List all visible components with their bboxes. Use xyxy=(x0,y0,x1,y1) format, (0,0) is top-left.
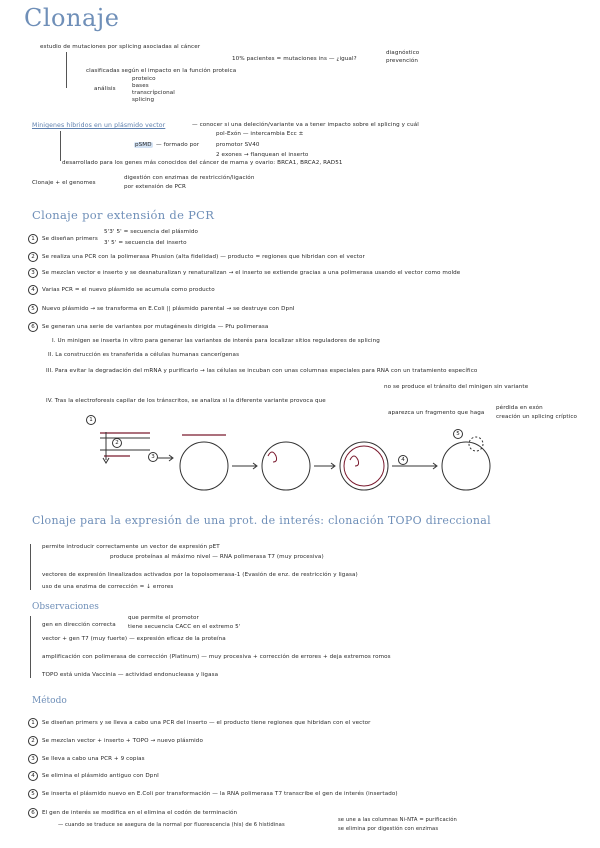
pcr-step6-ivb1: pérdida en exón xyxy=(496,405,543,411)
pcr-step5: Nuevo plásmido → se transforma en E.Coli || plásmido parental → se destruye con DpnI xyxy=(42,306,295,312)
minigenes-branch2: promotor SV40 xyxy=(216,142,260,148)
analisis-1: proteico xyxy=(132,76,156,82)
pcr-step4-number: 4 xyxy=(28,285,38,295)
pcr-step6: Se generan una serie de variantes por mutagénesis dirigida — Pfu polimerasa xyxy=(42,324,269,330)
pcr-step6-iv: IV. Tras la electroforesis capilar de los tránscritos, se analiza si la diferente variante provoca que xyxy=(46,398,326,404)
obs-bracket xyxy=(30,616,31,678)
fig-circle-4: 4 xyxy=(398,455,408,465)
psmd-label: pSMD xyxy=(135,142,152,148)
met-step1-number: 1 xyxy=(28,718,38,728)
topo-line3: uso de una enzima de corrección = ↓ errores xyxy=(42,584,174,590)
met-step3-number: 3 xyxy=(28,754,38,764)
minigenes-heading: Minigenes híbridos en un plásmido vector xyxy=(32,122,166,129)
met-step6a: — cuando se traduce se asegura de la normal por fluorescencia (his) de 6 histidinas xyxy=(58,822,285,828)
pcr-step3-number: 3 xyxy=(28,268,38,278)
fig-circle-2: 2 xyxy=(112,438,122,448)
intro-line3: análisis xyxy=(94,86,116,92)
minigenes-desarrollado: desarrollado para los genes más conocidos del cáncer de mama y ovario: BRCA1, BRCA2, RAD51 xyxy=(62,160,343,166)
pcr-step6-ii: II. La construcción es transferida a células humanas cancerígenas xyxy=(48,352,240,358)
pcr-step6-number: 6 xyxy=(28,322,38,332)
dx-1: diagnóstico xyxy=(386,50,420,56)
pcr-step6-ivb2: creación un splicing críptico xyxy=(496,414,578,420)
dx-2: prevención xyxy=(386,58,419,64)
met-step6-number: 6 xyxy=(28,808,38,818)
met-step2: Se mezclan vector + inserto + TOPO → nuevo plásmido xyxy=(42,738,203,744)
topo-heading: Clonaje para la expresión de una prot. de interés: clonación TOPO direccional xyxy=(32,514,491,527)
pcr-step2: Se realiza una PCR con la polimerasa Phusion (alta fidelidad) — producto = regiones que hibridan con el vector xyxy=(42,254,365,260)
minigenes-branch3: 2 exones → flanquean el inserto xyxy=(216,152,309,158)
pcr-step6-ivb: aparezca un fragmento que haga xyxy=(388,410,485,416)
intro-line2: clasificadas según el impacto en la función proteica xyxy=(86,68,237,74)
pcr-heading: Clonaje por extensión de PCR xyxy=(32,208,215,222)
analisis-3: transcrípcional xyxy=(132,90,175,96)
fig-circle-1: 1 xyxy=(86,415,96,425)
analisis-2: bases xyxy=(132,83,149,89)
pcr-step6-iii: III. Para evitar la degradación del mRNA y purificarlo → las células se incuban con unas columnas especiales para RNA con un tratamiento específico xyxy=(46,368,478,374)
obs-3: amplificación con polimerasa de corrección (Platinum) — muy procesiva + corrección de errores + deja extremos romos xyxy=(42,654,391,660)
met-step5: Se inserta el plásmido nuevo en E.Coli por transformación — la RNA polimerasa T7 transcribe el gen de interés (insertado) xyxy=(42,791,398,797)
metodo-heading: Método xyxy=(32,696,67,706)
obs-1b: tiene secuencia CACC en el extremo 5' xyxy=(128,624,241,630)
topo-bracket xyxy=(30,544,31,590)
topo-line1: permite introducir correctamente un vector de expresión pET xyxy=(42,544,220,550)
fig-circle-3: 3 xyxy=(148,452,158,462)
pcr-step1-number: 1 xyxy=(28,234,38,244)
pcr-step2-number: 2 xyxy=(28,252,38,262)
pcr-step6-i: I. Un minigen se inserta in vitro para generar las variantes de interés para localizar sitios reguladores de splicing xyxy=(52,338,380,344)
obs-1a: que permite el promotor xyxy=(128,615,199,621)
pcr-step1a: 5'3' 5' = secuencia del plásmido xyxy=(104,229,199,235)
met-step4-number: 4 xyxy=(28,771,38,781)
fig-circle-5: 5 xyxy=(453,429,463,439)
pcr-step4: Varias PCR = el nuevo plásmido se acumula como producto xyxy=(42,287,215,293)
met-step5-number: 5 xyxy=(28,789,38,799)
genomes-2: por extensión de PCR xyxy=(124,184,187,190)
met-step6b: se une a las columnas Ni-NTA = purificación xyxy=(338,817,457,823)
intro-line1b: 10% pacientes = mutaciones ins — ¿igual? xyxy=(232,56,357,62)
met-step4: Se elimina el plásmido antiguo con DpnI xyxy=(42,773,159,779)
obs-heading: Observaciones xyxy=(32,602,99,612)
genomes-1: digestión con enzimas de restricción/ligación xyxy=(124,175,255,181)
genomes-label: Clonaje + el genomes xyxy=(32,180,96,186)
pcr-step1b: 3' 5' = secuencia del inserto xyxy=(104,240,187,246)
minigenes-branch1: pol-Exón — intercambia Ecc ± xyxy=(216,131,304,137)
pcr-step6-iva: no se produce el tránsito del minigen sin variante xyxy=(384,384,529,390)
met-step6c: se elimina por digestión con enzimas xyxy=(338,826,439,832)
met-step6: El gen de interés se modifica en el elimina el codón de terminación xyxy=(42,810,238,816)
analisis-4: splicing xyxy=(132,97,155,103)
pcr-step1: Se diseñan primers xyxy=(42,236,98,242)
pcr-step3: Se mezclan vector e inserto y se desnaturalizan y renaturalizan → el inserto se extiende gracias a una polimerasa usando el vector como molde xyxy=(42,270,461,276)
intro-line1: estudio de mutaciones por splicing asociadas al cáncer xyxy=(40,44,201,50)
page-title: Clonaje xyxy=(24,4,120,32)
pcr-step5-number: 5 xyxy=(28,304,38,314)
met-step2-number: 2 xyxy=(28,736,38,746)
met-step1: Se diseñan primers y se lleva a cabo una PCR del inserto — el producto tiene regiones que hibridan con el vector xyxy=(42,720,371,726)
minigenes-formado: — formado por xyxy=(156,142,200,148)
obs-4: TOPO está unida Vaccinia — actividad endonucleasa y ligasa xyxy=(42,672,219,678)
obs-2: vector + gen T7 (muy fuerte) — expresión eficaz de la proteína xyxy=(42,636,226,642)
topo-line1b: produce proteínas al máximo nivel — RNA polimerasa T7 (muy procesiva) xyxy=(110,554,324,560)
minigenes-desc: — conocer si una deleción/variante va a tener impacto sobre el splicing y cuál xyxy=(192,122,419,128)
topo-line2: vectores de expresión linealizados activados por la topoisomerasa-1 (Evasión de enz. de restricción y ligasa) xyxy=(42,572,358,578)
met-step3: Se lleva a cabo una PCR + 9 copias xyxy=(42,756,145,762)
obs-1: gen en dirección correcta xyxy=(42,622,116,628)
